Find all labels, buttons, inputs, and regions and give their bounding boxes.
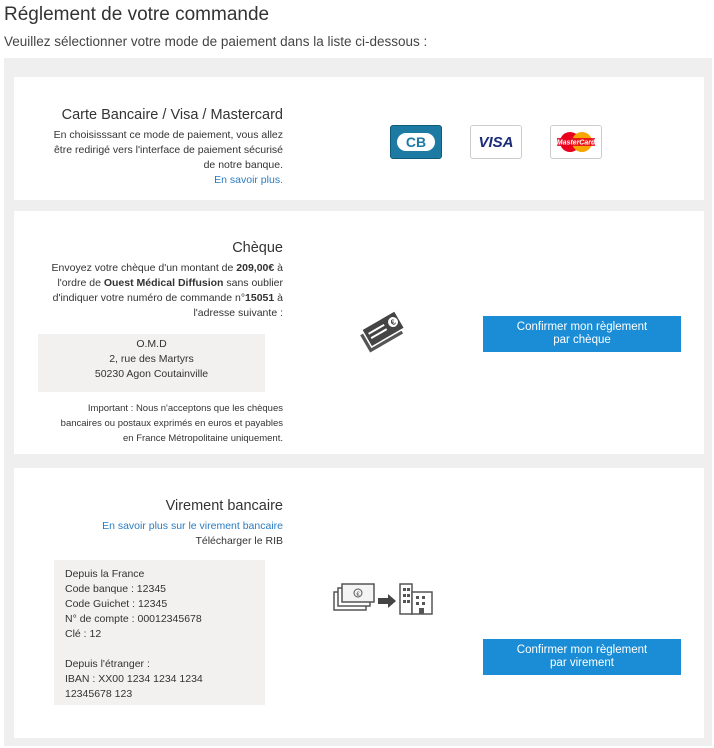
card-payment-desc-1: En choisisssant ce mode de paiement, vous allez (53, 129, 283, 141)
cheque-title: Chèque (232, 240, 283, 256)
card-payment-title: Carte Bancaire / Visa / Mastercard (61, 107, 283, 123)
svg-text:€: € (389, 317, 398, 328)
cheque-text (52, 239, 283, 321)
cheque-line-1: Envoyez votre chèque d'un montant de 209,00€ à (51, 262, 283, 274)
bank-detail-line: Code banque : 12345 (65, 583, 167, 595)
svg-text:CB: CB (405, 134, 427, 150)
address-line: 50230 Agon Coutainville (94, 368, 209, 380)
transfer-text (102, 497, 283, 549)
visa-logo-icon[interactable]: VISA (470, 125, 522, 159)
bank-detail-line: IBAN : XX00 1234 1234 1234 (65, 673, 203, 685)
cheque-line-3: d'indiquer votre numéro de commande n°15051 à (52, 292, 283, 304)
transfer-option (14, 468, 704, 738)
card-payment-learn-more-link[interactable]: En savoir plus. (214, 174, 283, 186)
transfer-learn-more-link[interactable]: En savoir plus sur le virement bancaire (102, 520, 283, 532)
card-payment-desc-3: de notre banque. (203, 159, 283, 171)
card-payment-option[interactable] (14, 77, 704, 200)
transfer-title: Virement bancaire (165, 498, 283, 514)
confirm-transfer-button[interactable]: Confirmer mon règlement par virement (483, 639, 681, 675)
card-payment-text (54, 106, 283, 188)
cheque-notice: Important : Nous n'acceptons que les chèques bancaires ou postaux exprimés en euros et payables en France Métropolitaine uniquement. (60, 403, 283, 444)
address-line: 2, rue des Martyrs (109, 353, 194, 365)
cheque-icon (358, 310, 406, 361)
payment-methods-panel (4, 58, 712, 746)
page-title: Réglement de votre commande (4, 4, 270, 25)
bank-detail-line: Code Guichet : 12345 (65, 598, 168, 610)
cb-logo-icon[interactable] (390, 125, 442, 159)
card-payment-desc-2: être redirigé vers l'interface de paiement sécurisé (53, 144, 283, 156)
bank-detail-line: Depuis l'étranger : (65, 658, 150, 670)
bank-detail-line: Clé : 12 (65, 628, 102, 640)
bank-transfer-icon (332, 578, 436, 623)
page-subtitle: Veuillez sélectionner votre mode de paiement dans la liste ci-dessous : (4, 34, 428, 49)
address-line: O.M.D (136, 338, 167, 350)
bank-details-box (54, 560, 265, 705)
bank-detail-line: 12345678 123 (65, 688, 133, 700)
cheque-line-4: l'adresse suivante : (193, 307, 283, 319)
cheque-line-2: l'ordre de Ouest Médical Diffusion sans oublier (57, 277, 283, 289)
bank-detail-line: Depuis la France (65, 568, 145, 580)
bank-detail-line: N° de compte : 00012345678 (65, 613, 202, 625)
svg-text:MasterCard: MasterCard (556, 139, 596, 147)
mastercard-logo-icon[interactable] (550, 125, 602, 159)
cheque-option (14, 211, 704, 454)
cheque-address-box (38, 334, 265, 392)
download-rib-link[interactable]: Télécharger le RIB (195, 535, 283, 547)
confirm-cheque-button[interactable]: Confirmer mon règlement par chèque (483, 316, 681, 352)
svg-text:€: € (356, 592, 360, 598)
